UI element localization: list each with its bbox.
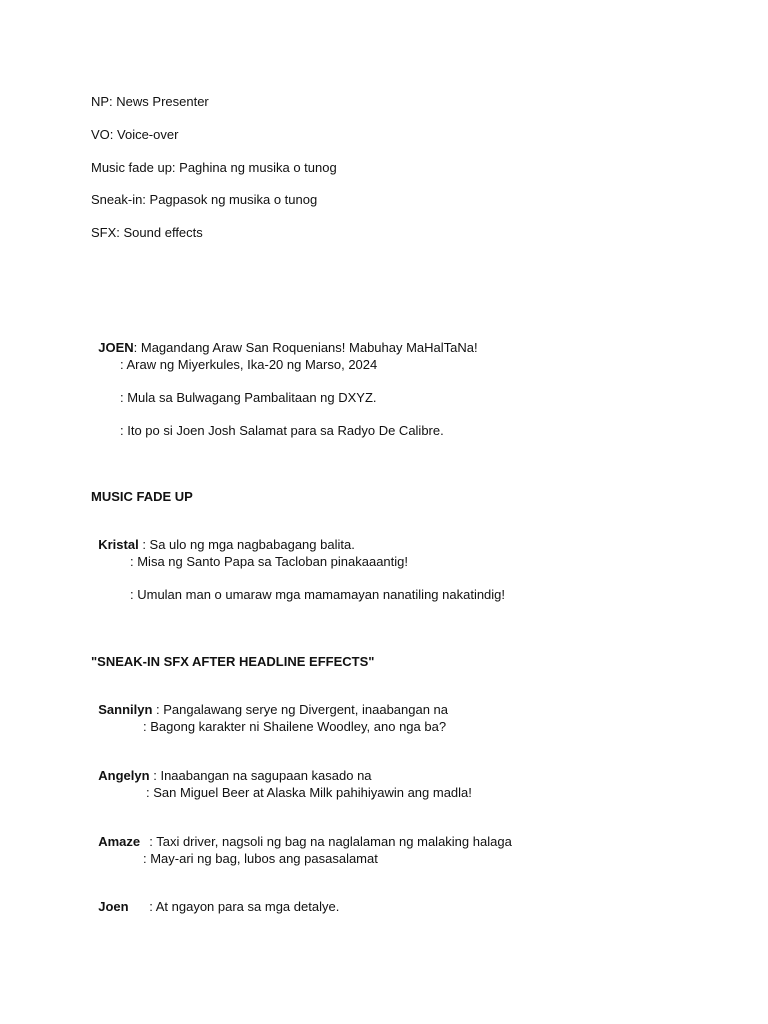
script-line-kristal: [91, 521, 355, 553]
script-line-joen-closing: [91, 883, 339, 915]
script-line: : May-ari ng bag, lubos ang pasasalamat: [143, 851, 378, 866]
line-text: : Magandang Araw San Roquenians! Mabuhay MaHalTaNa!: [133, 340, 478, 355]
script-line-amaze: [91, 818, 512, 850]
script-line: : Mula sa Bulwagang Pambalitaan ng DXYZ.: [120, 390, 377, 405]
line-text: : Taxi driver, nagsoli ng bag na naglalaman ng malaking halaga: [149, 834, 512, 849]
script-line: : Misa ng Santo Papa sa Tacloban pinakaaantig!: [130, 554, 409, 569]
cue-music-fade-up: MUSIC FADE UP: [91, 489, 193, 504]
script-line: : Ito po si Joen Josh Salamat para sa Radyo De Calibre.: [120, 423, 444, 438]
speaker-name: Kristal: [98, 537, 139, 552]
line-text: : Sa ulo ng mga nagbabagang balita.: [138, 537, 355, 552]
legend-sneak-in: Sneak-in: Pagpasok ng musika o tunog: [91, 192, 318, 207]
speaker-name: JOEN: [98, 340, 134, 355]
speaker-name: Amaze: [98, 834, 141, 849]
script-line-sannilyn: [91, 686, 448, 718]
line-text: : Pangalawang serye ng Divergent, inaabangan na: [152, 702, 449, 717]
speaker-name: Angelyn: [98, 768, 150, 783]
speaker-name: Joen: [98, 899, 129, 914]
legend-music-fade-up: Music fade up: Paghina ng musika o tunog: [91, 160, 337, 175]
line-text: : At ngayon para sa mga detalye.: [149, 899, 340, 914]
script-line: : Bagong karakter ni Shailene Woodley, ano nga ba?: [143, 719, 447, 734]
speaker-name: Sannilyn: [98, 702, 153, 717]
script-line: : San Miguel Beer at Alaska Milk pahihiyawin ang madla!: [146, 785, 472, 800]
script-line: : Umulan man o umaraw mga mamamayan nanatiling nakatindig!: [130, 587, 506, 602]
legend-np: NP: News Presenter: [91, 94, 209, 109]
cue-sneak-in-sfx: "SNEAK-IN SFX AFTER HEADLINE EFFECTS": [91, 654, 375, 669]
script-line-joen-intro: [91, 324, 478, 356]
script-line: : Araw ng Miyerkules, Ika-20 ng Marso, 2024: [120, 357, 378, 372]
line-text: : Inaabangan na sagupaan kasado na: [153, 768, 372, 783]
script-line-angelyn: [91, 752, 372, 784]
legend-vo: VO: Voice-over: [91, 127, 179, 142]
legend-sfx: SFX: Sound effects: [91, 225, 203, 240]
